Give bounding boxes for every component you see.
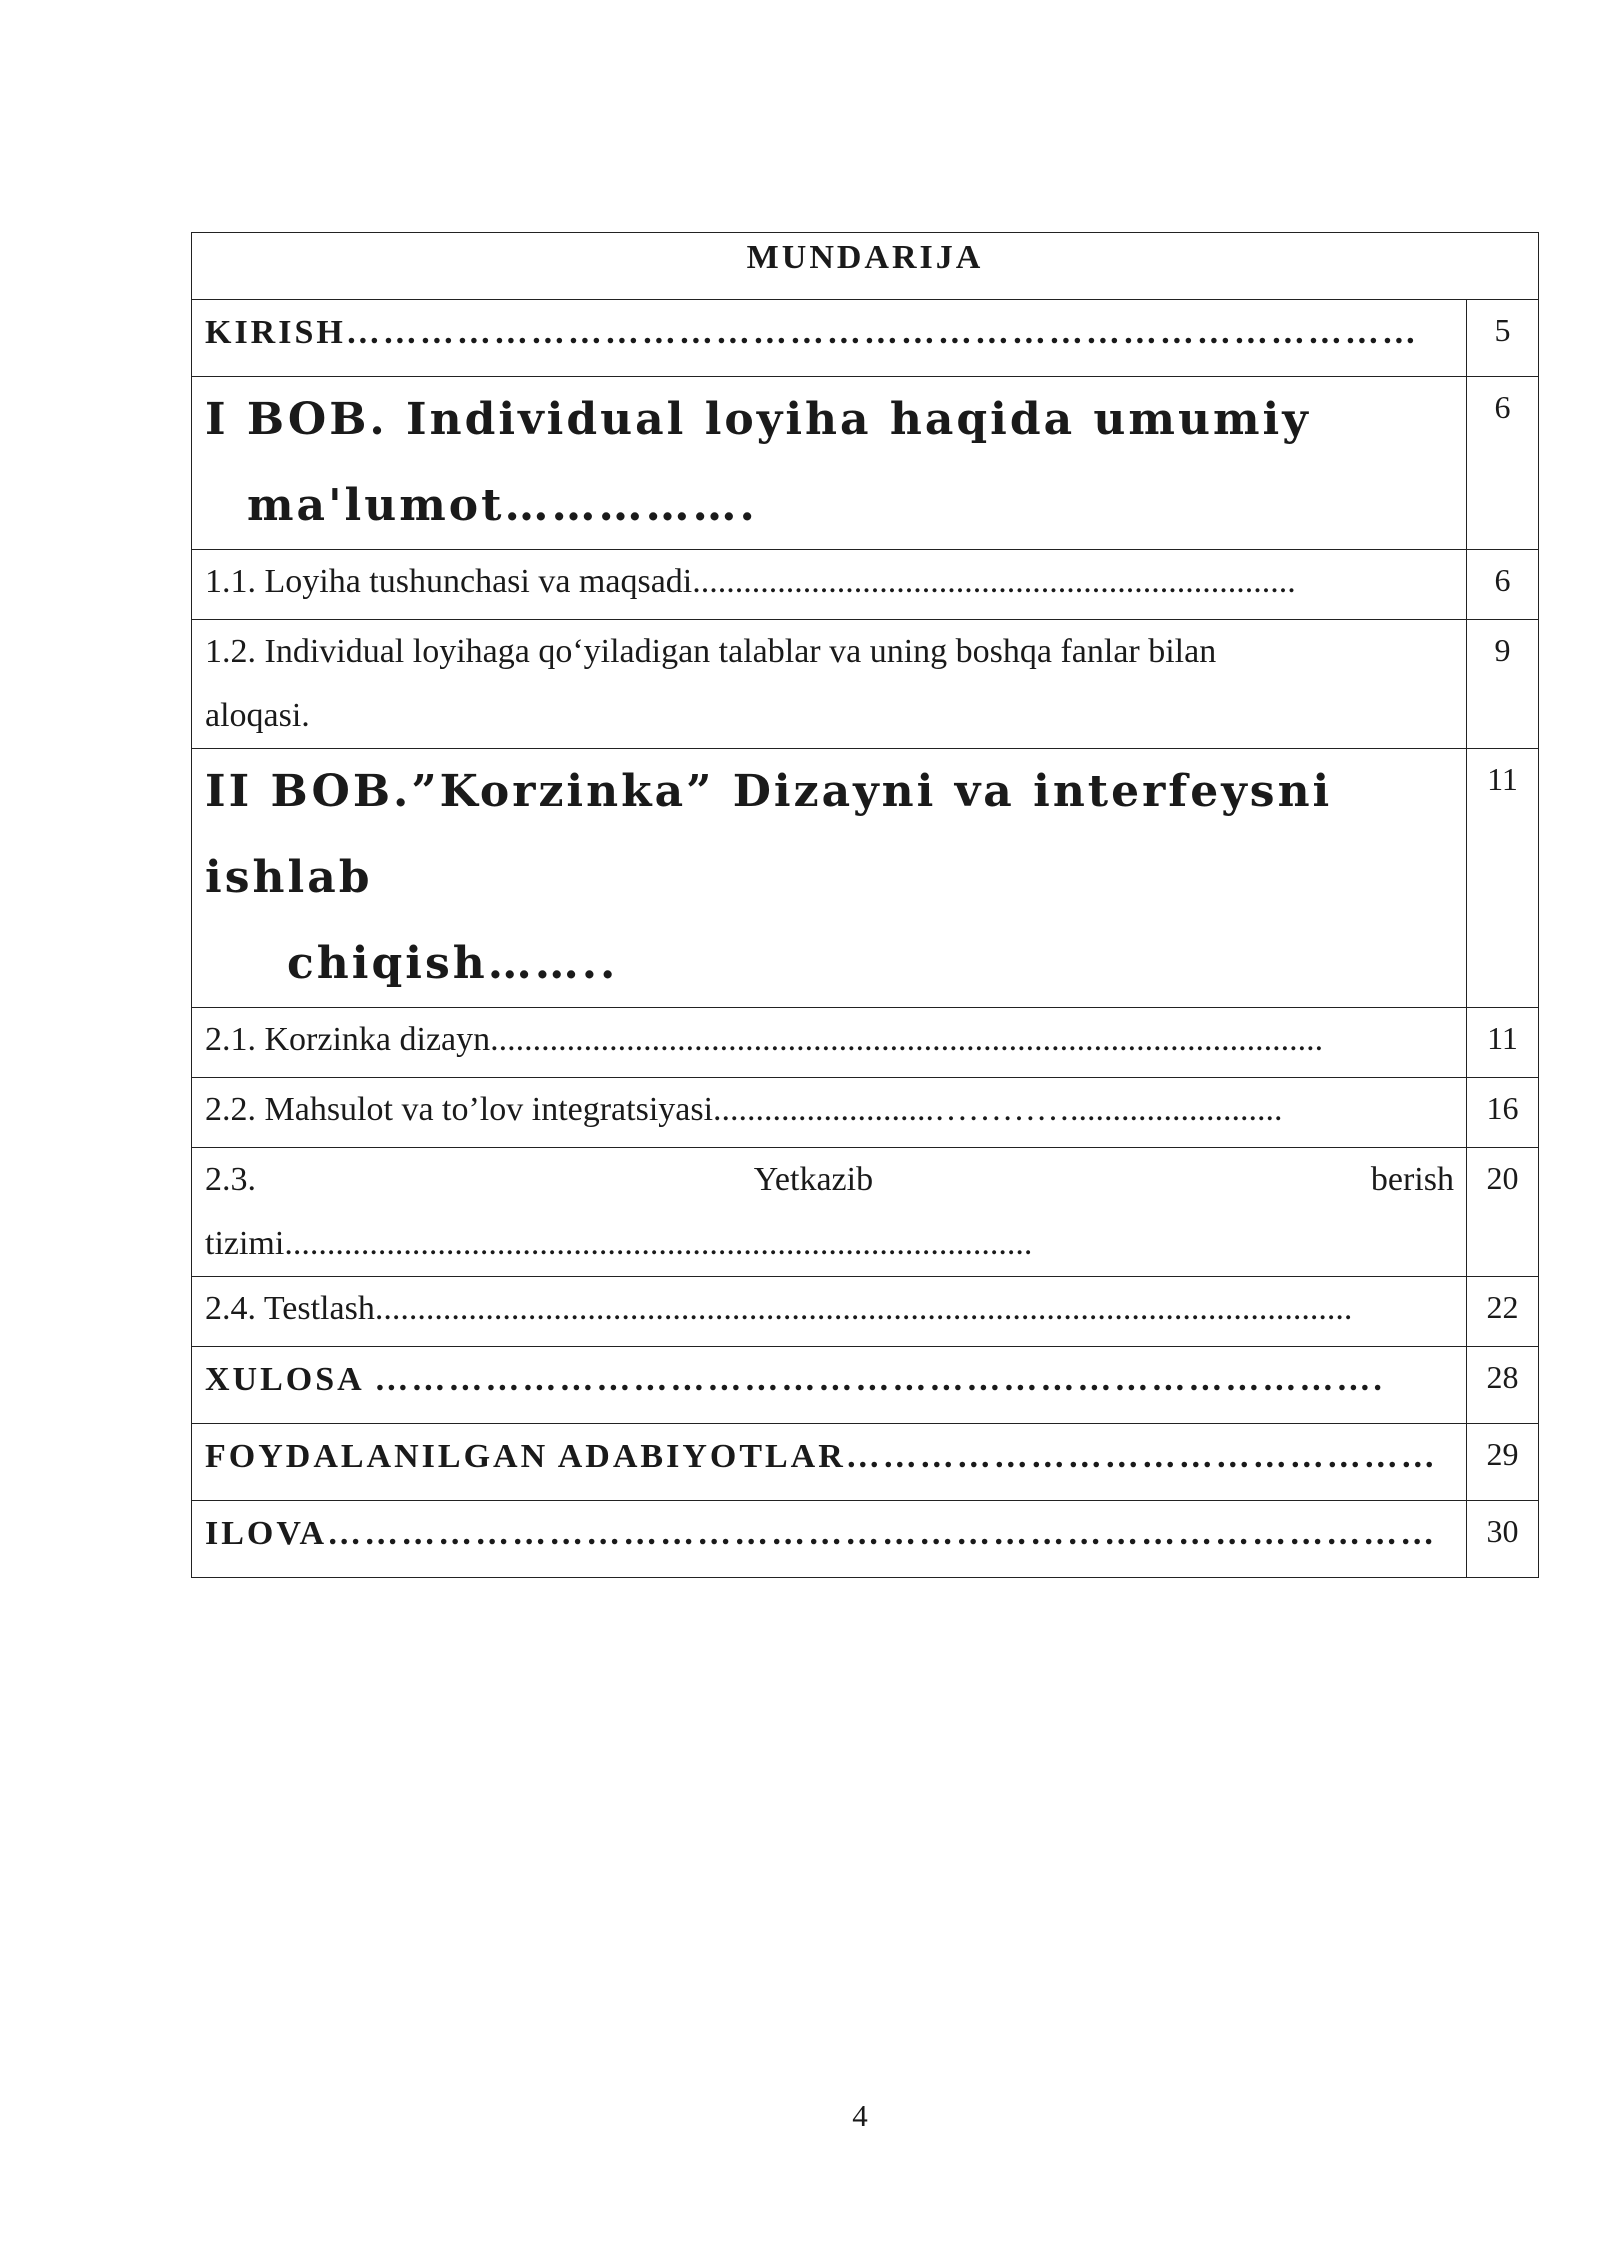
toc-entry-title: 2.4. Testlash...................................................................................................................	[192, 1277, 1467, 1347]
toc-row-adabiyotlar	[192, 1424, 1539, 1501]
toc-entry-page: 29	[1467, 1424, 1539, 1501]
toc-entry-page: 22	[1467, 1277, 1539, 1347]
entry-word: berish	[1370, 1161, 1454, 1198]
toc-entry-page: 30	[1467, 1501, 1539, 1578]
entry-word: 2.3.	[205, 1161, 256, 1198]
toc-row-xulosa	[192, 1347, 1539, 1424]
entry-line-2: aloqasi.	[205, 697, 310, 734]
chapter-title-line-1: II BOB.”Korzinka” Dizayni va interfeysni ishlab	[205, 766, 1333, 903]
toc-row-1-2	[192, 620, 1539, 749]
toc-row-chapter-2	[192, 749, 1539, 1008]
chapter-title-line-2: chiqish……..	[287, 938, 619, 989]
toc-entry-page: 6	[1467, 550, 1539, 620]
chapter-title-line-1: I BOB. Individual loyiha haqida umumiy	[205, 394, 1311, 445]
toc-entry-page: 6	[1467, 377, 1539, 550]
chapter-title-line-2: ma'lumot…………….	[247, 480, 758, 531]
toc-entry-title: XULOSA ……………………………………………………………………….	[192, 1347, 1467, 1424]
toc-entry-page: 28	[1467, 1347, 1539, 1424]
toc-entry-title: 1.1. Loyiha tushunchasi va maqsadi.......................................................................	[192, 550, 1467, 620]
entry-line-1	[205, 1148, 1454, 1212]
toc-entry-page: 11	[1467, 749, 1539, 1008]
toc-row-2-4	[192, 1277, 1539, 1347]
entry-line-1: 1.2. Individual loyihaga qo‘yiladigan talablar va uning boshqa fanlar bilan	[205, 633, 1217, 670]
toc-row-ilova	[192, 1501, 1539, 1578]
table-of-contents	[191, 232, 1539, 1578]
toc-row-2-1	[192, 1008, 1539, 1078]
toc-entry-page: 16	[1467, 1078, 1539, 1148]
toc-entry-page: 9	[1467, 620, 1539, 749]
toc-entry-title: 2.1. Korzinka dizayn..................................................................................................	[192, 1008, 1467, 1078]
toc-entry-title: 2.2. Mahsulot va to’lov integratsiyasi..........................………….........................	[192, 1078, 1467, 1148]
toc-row-1-1	[192, 550, 1539, 620]
toc-entry-page: 11	[1467, 1008, 1539, 1078]
toc-entry-title	[192, 1148, 1467, 1277]
toc-chapter-title	[192, 749, 1467, 1008]
toc-entry-page: 5	[1467, 300, 1539, 377]
toc-chapter-title	[192, 377, 1467, 550]
entry-line-2: tizimi........................................................................................	[205, 1225, 1033, 1262]
toc-entry-title: ILOVA………………………………………………………………………………	[192, 1501, 1467, 1578]
toc-entry-title: FOYDALANILGAN ADABIYOTLAR…………………………………………	[192, 1424, 1467, 1501]
toc-row-kirish	[192, 300, 1539, 377]
toc-heading: MUNDARIJA	[192, 233, 1539, 300]
toc-entry-title: KIRISH……………………………………………………………………………	[192, 300, 1467, 377]
toc-row-chapter-1	[192, 377, 1539, 550]
toc-entry-page: 20	[1467, 1148, 1539, 1277]
toc-entry-title	[192, 620, 1467, 749]
page-number: 4	[852, 2098, 868, 2133]
entry-word: Yetkazib	[753, 1161, 874, 1198]
toc-row-2-2	[192, 1078, 1539, 1148]
toc-row-2-3	[192, 1148, 1539, 1277]
